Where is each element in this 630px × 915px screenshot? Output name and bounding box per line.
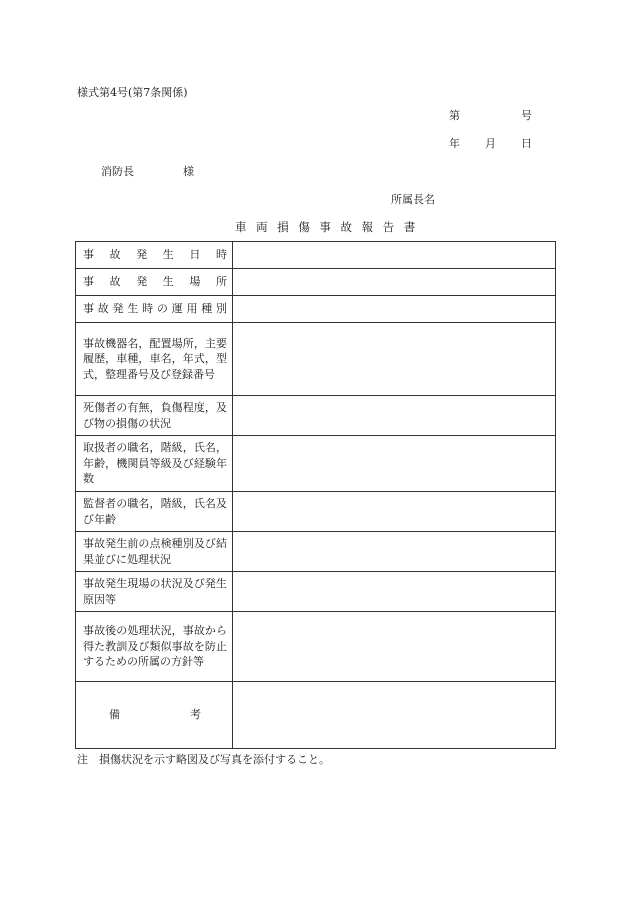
date-day-label: 日 <box>521 137 532 150</box>
row-label: 事故発生前の点検種別及び結果並びに処理状況 <box>76 532 233 572</box>
row-label: 事故発生日時 <box>76 242 233 269</box>
row-label: 事故機器名，配置場所，主要履歴，車種，車名，年式，型式，整理番号及び登録番号 <box>76 323 233 396</box>
remarks-label: 備考 <box>109 708 201 722</box>
row-value-cell[interactable] <box>233 396 556 436</box>
report-table <box>75 241 556 749</box>
date-month-label: 月 <box>485 137 496 150</box>
table-row <box>76 242 556 269</box>
footnote: 注 損傷状況を示す略図及び写真を添付すること。 <box>77 753 330 766</box>
row-value-cell[interactable] <box>233 296 556 323</box>
addressee-honorific: 様 <box>183 165 194 178</box>
table-row <box>76 396 556 436</box>
row-value-cell[interactable] <box>233 269 556 296</box>
table-row <box>76 269 556 296</box>
table-row <box>76 492 556 532</box>
sender-name-label: 所属長名 <box>391 193 435 206</box>
document-title: 車両損傷事故報告書 <box>235 220 425 234</box>
row-value-cell[interactable] <box>233 492 556 532</box>
row-label: 事故発生時の運用種別 <box>76 296 233 323</box>
table-row <box>76 612 556 682</box>
table-row <box>76 323 556 396</box>
number-label-dai: 第 <box>449 109 460 122</box>
row-label: 取扱者の職名，階級，氏名，年齢，機関員等級及び経験年数 <box>76 436 233 492</box>
row-label: 監督者の職名，階級，氏名及び年齢 <box>76 492 233 532</box>
number-label-go: 号 <box>521 109 532 122</box>
row-value-cell[interactable] <box>233 242 556 269</box>
row-value-cell[interactable] <box>233 436 556 492</box>
table-row <box>76 532 556 572</box>
row-value-cell[interactable] <box>233 612 556 682</box>
form-number: 様式第4号(第7条関係) <box>77 86 188 99</box>
table-row <box>76 572 556 612</box>
row-value-cell[interactable] <box>233 532 556 572</box>
row-label: 事故後の処理状況，事故から得た教訓及び類似事故を防止するための所属の方針等 <box>76 612 233 682</box>
table-row <box>76 296 556 323</box>
addressee-title: 消防長 <box>101 165 134 178</box>
table-row <box>76 682 556 749</box>
row-value-cell[interactable] <box>233 323 556 396</box>
table-row <box>76 436 556 492</box>
date-year-label: 年 <box>449 137 460 150</box>
row-label-remarks <box>76 682 233 749</box>
row-value-cell[interactable] <box>233 572 556 612</box>
row-value-cell[interactable] <box>233 682 556 749</box>
row-label: 死傷者の有無，負傷程度，及び物の損傷の状況 <box>76 396 233 436</box>
row-label: 事故発生場所 <box>76 269 233 296</box>
row-label: 事故発生現場の状況及び発生原因等 <box>76 572 233 612</box>
